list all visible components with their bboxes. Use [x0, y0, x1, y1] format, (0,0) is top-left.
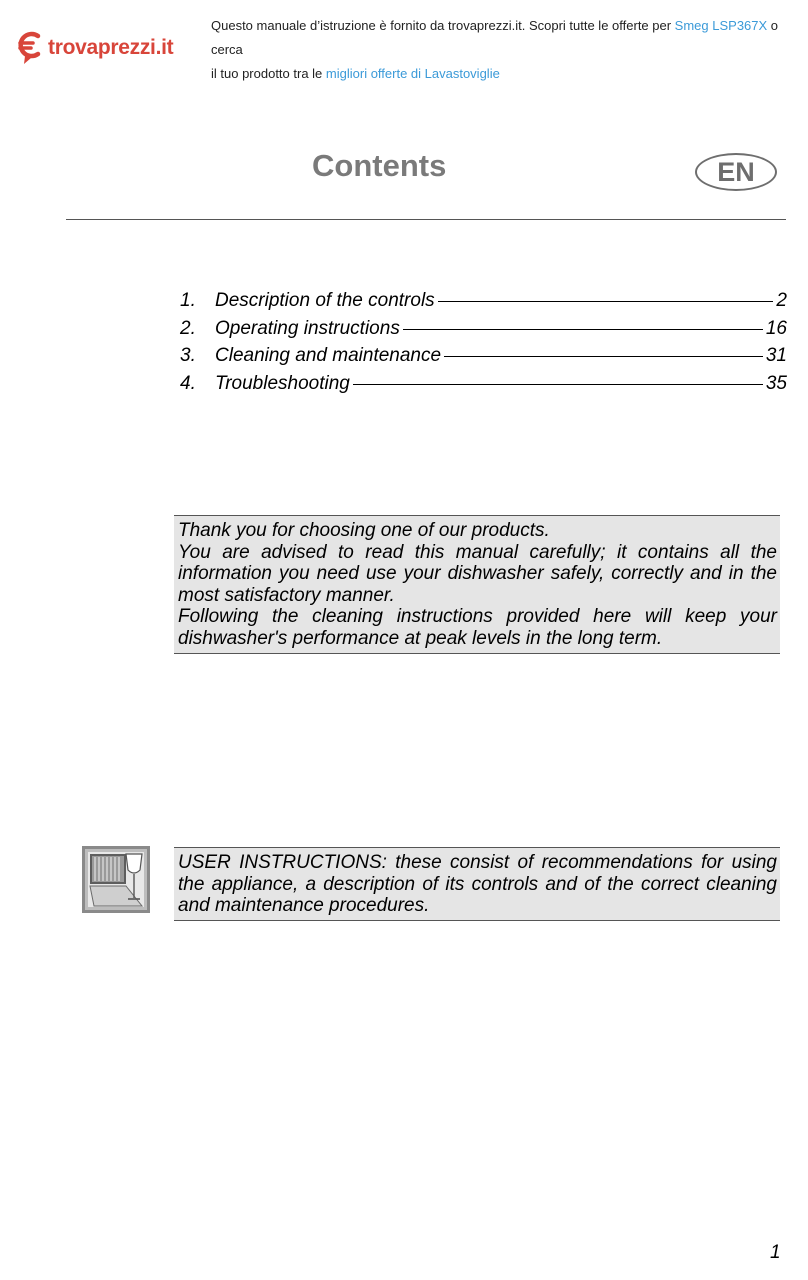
- toc-label: Cleaning and maintenance: [215, 345, 442, 367]
- page-number: 1: [770, 1242, 781, 1263]
- toc-page: 16: [765, 317, 787, 339]
- toc-page: 2: [776, 290, 787, 311]
- page-title: Contents: [312, 148, 447, 183]
- intro-note: [174, 515, 780, 654]
- intro-line: You are advised to read this manual carefully; it contains all the information you need use your dishwasher safely, correctly and in the most satisfactory manner.: [178, 541, 777, 606]
- toc-leader: [353, 384, 763, 385]
- table-of-contents: [180, 287, 787, 397]
- toc-label: Operating instructions: [215, 317, 400, 339]
- toc-item[interactable]: [180, 287, 787, 315]
- toc-label: Troubleshooting: [215, 372, 350, 394]
- title-divider: [66, 219, 786, 220]
- toc-number: 1.: [180, 290, 196, 311]
- euro-mark-icon: [16, 30, 44, 66]
- toc-page: 35: [765, 372, 787, 394]
- language-badge: EN: [695, 153, 777, 191]
- trovaprezzi-logo[interactable]: [16, 30, 173, 66]
- toc-page: 31: [765, 345, 787, 367]
- product-link[interactable]: Smeg LSP367X: [674, 18, 768, 33]
- intro-line: Thank you for choosing one of our products.: [178, 520, 550, 541]
- toc-leader: [403, 329, 763, 330]
- dishwasher-icon: [82, 846, 150, 913]
- toc-leader: [438, 301, 774, 302]
- toc-number: 4.: [180, 372, 196, 394]
- offers-link[interactable]: migliori offerte di Lavastoviglie: [325, 66, 500, 81]
- user-instructions-note: [174, 847, 780, 921]
- toc-number: 2.: [180, 317, 196, 339]
- toc-item[interactable]: [180, 315, 787, 343]
- toc-item[interactable]: [180, 370, 787, 398]
- banner-line-1: [211, 14, 801, 62]
- banner-text: il tuo prodotto tra le: [211, 66, 326, 81]
- banner-line-2: [211, 62, 801, 86]
- intro-line: Following the cleaning instructions provided here will keep your dishwasher's performance at peak levels in the long term.: [178, 606, 777, 649]
- toc-leader: [444, 356, 763, 357]
- toc-item[interactable]: [180, 342, 787, 370]
- promo-banner: [211, 14, 801, 86]
- toc-number: 3.: [180, 345, 196, 367]
- banner-text: o cerca: [211, 18, 779, 57]
- user-instructions-text: USER INSTRUCTIONS: these consist of recommendations for using the appliance, a description of its controls and of the correct cleaning and maintenance procedures.: [178, 852, 777, 916]
- brand-name: trovaprezzi.it: [48, 36, 174, 59]
- banner-text: Questo manuale d’istruzione è fornito da trovaprezzi.it. Scopri tutte le offerte per: [211, 18, 675, 33]
- toc-label: Description of the controls: [215, 290, 435, 311]
